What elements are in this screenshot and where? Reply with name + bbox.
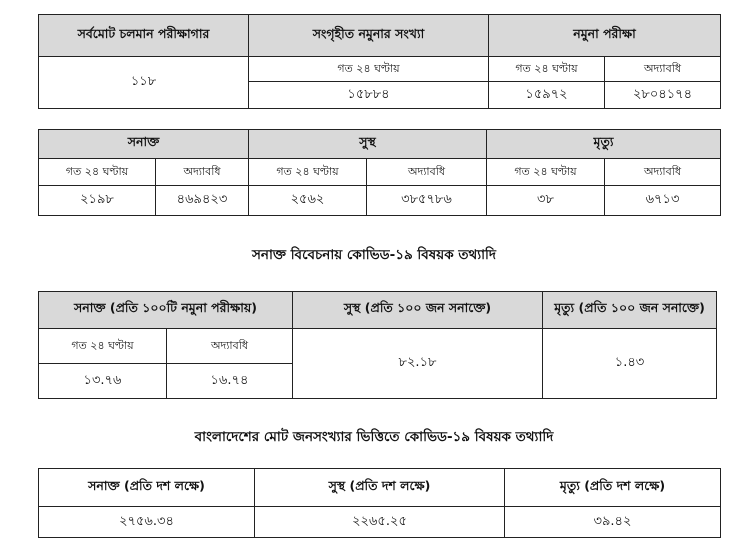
detection-rate-24h-label: গত ২৪ ঘণ্টায়: [39, 329, 167, 364]
labs-header: সর্বমোট চলমান পরীক্ষাগার: [39, 15, 249, 57]
deaths-header: মৃত্যু: [487, 130, 721, 159]
deaths-per-million-value: ৩৯.৪২: [505, 507, 721, 538]
detected-24h-label: গত ২৪ ঘণ্টায়: [39, 159, 156, 186]
detected-per-million-header: সনাক্ত (প্রতি দশ লক্ষে): [39, 469, 255, 507]
detected-header: সনাক্ত: [39, 130, 249, 159]
tested-24h-label: গত ২৪ ঘণ্টায়: [489, 57, 605, 82]
deaths-24h-label: গত ২৪ ঘণ্টায়: [487, 159, 605, 186]
recovered-total-value: ৩৮৫৭৮৬: [367, 186, 487, 216]
deaths-per-million-header: মৃত্যু (প্রতি দশ লক্ষে): [505, 469, 721, 507]
labs-value: ১১৮: [39, 57, 249, 109]
per-million-table: [38, 468, 721, 538]
recovered-24h-value: ২৫৬২: [249, 186, 367, 216]
collected-24h-value: ১৫৮৮৪: [249, 82, 489, 109]
detected-total-label: অদ্যাবধি: [156, 159, 249, 186]
tested-total-label: অদ্যাবধি: [605, 57, 721, 82]
recovered-total-label: অদ্যাবধি: [367, 159, 487, 186]
detection-rate-24h-value: ১৩.৭৬: [39, 364, 167, 399]
cases-table: [38, 129, 721, 216]
section-heading-population: বাংলাদেশের মোট জনসংখ্যার ভিত্তিতে কোভিড-১৯ বিষয়ক তথ্যাদি: [194, 429, 554, 445]
deaths-total-value: ৬৭১৩: [605, 186, 721, 216]
recovery-rate-header: সুস্থ (প্রতি ১০০ জন সনাক্তে): [293, 292, 543, 329]
recovered-24h-label: গত ২৪ ঘণ্টায়: [249, 159, 367, 186]
recovered-header: সুস্থ: [249, 130, 487, 159]
detected-per-million-value: ২৭৫৬.৩৪: [39, 507, 255, 538]
recovered-per-million-value: ২২৬৫.২৫: [255, 507, 505, 538]
samples-tested-header: নমুনা পরীক্ষা: [489, 15, 721, 57]
detected-24h-value: ২১৯৮: [39, 186, 156, 216]
detection-rate-total-value: ১৬.৭৪: [167, 364, 293, 399]
collected-24h-label: গত ২৪ ঘণ্টায়: [249, 57, 489, 82]
tested-total-value: ২৮০৪১৭৪: [605, 82, 721, 109]
death-rate-value: ১.৪৩: [543, 329, 717, 399]
detection-rate-total-label: অদ্যাবধি: [167, 329, 293, 364]
recovery-rate-value: ৮২.১৮: [293, 329, 543, 399]
deaths-24h-value: ৩৮: [487, 186, 605, 216]
death-rate-header: মৃত্যু (প্রতি ১০০ জন সনাক্তে): [543, 292, 717, 329]
detection-rate-header: সনাক্ত (প্রতি ১০০টি নমুনা পরীক্ষায়): [39, 292, 293, 329]
testing-table: [38, 14, 721, 109]
recovered-per-million-header: সুস্থ (প্রতি দশ লক্ষে): [255, 469, 505, 507]
section-heading-detection: সনাক্ত বিবেচনায় কোভিড-১৯ বিষয়ক তথ্যাদি: [251, 247, 497, 263]
deaths-total-label: অদ্যাবধি: [605, 159, 721, 186]
rates-table: [38, 291, 717, 399]
samples-collected-header: সংগৃহীত নমুনার সংখ্যা: [249, 15, 489, 57]
detected-total-value: ৪৬৯৪২৩: [156, 186, 249, 216]
tested-24h-value: ১৫৯৭২: [489, 82, 605, 109]
